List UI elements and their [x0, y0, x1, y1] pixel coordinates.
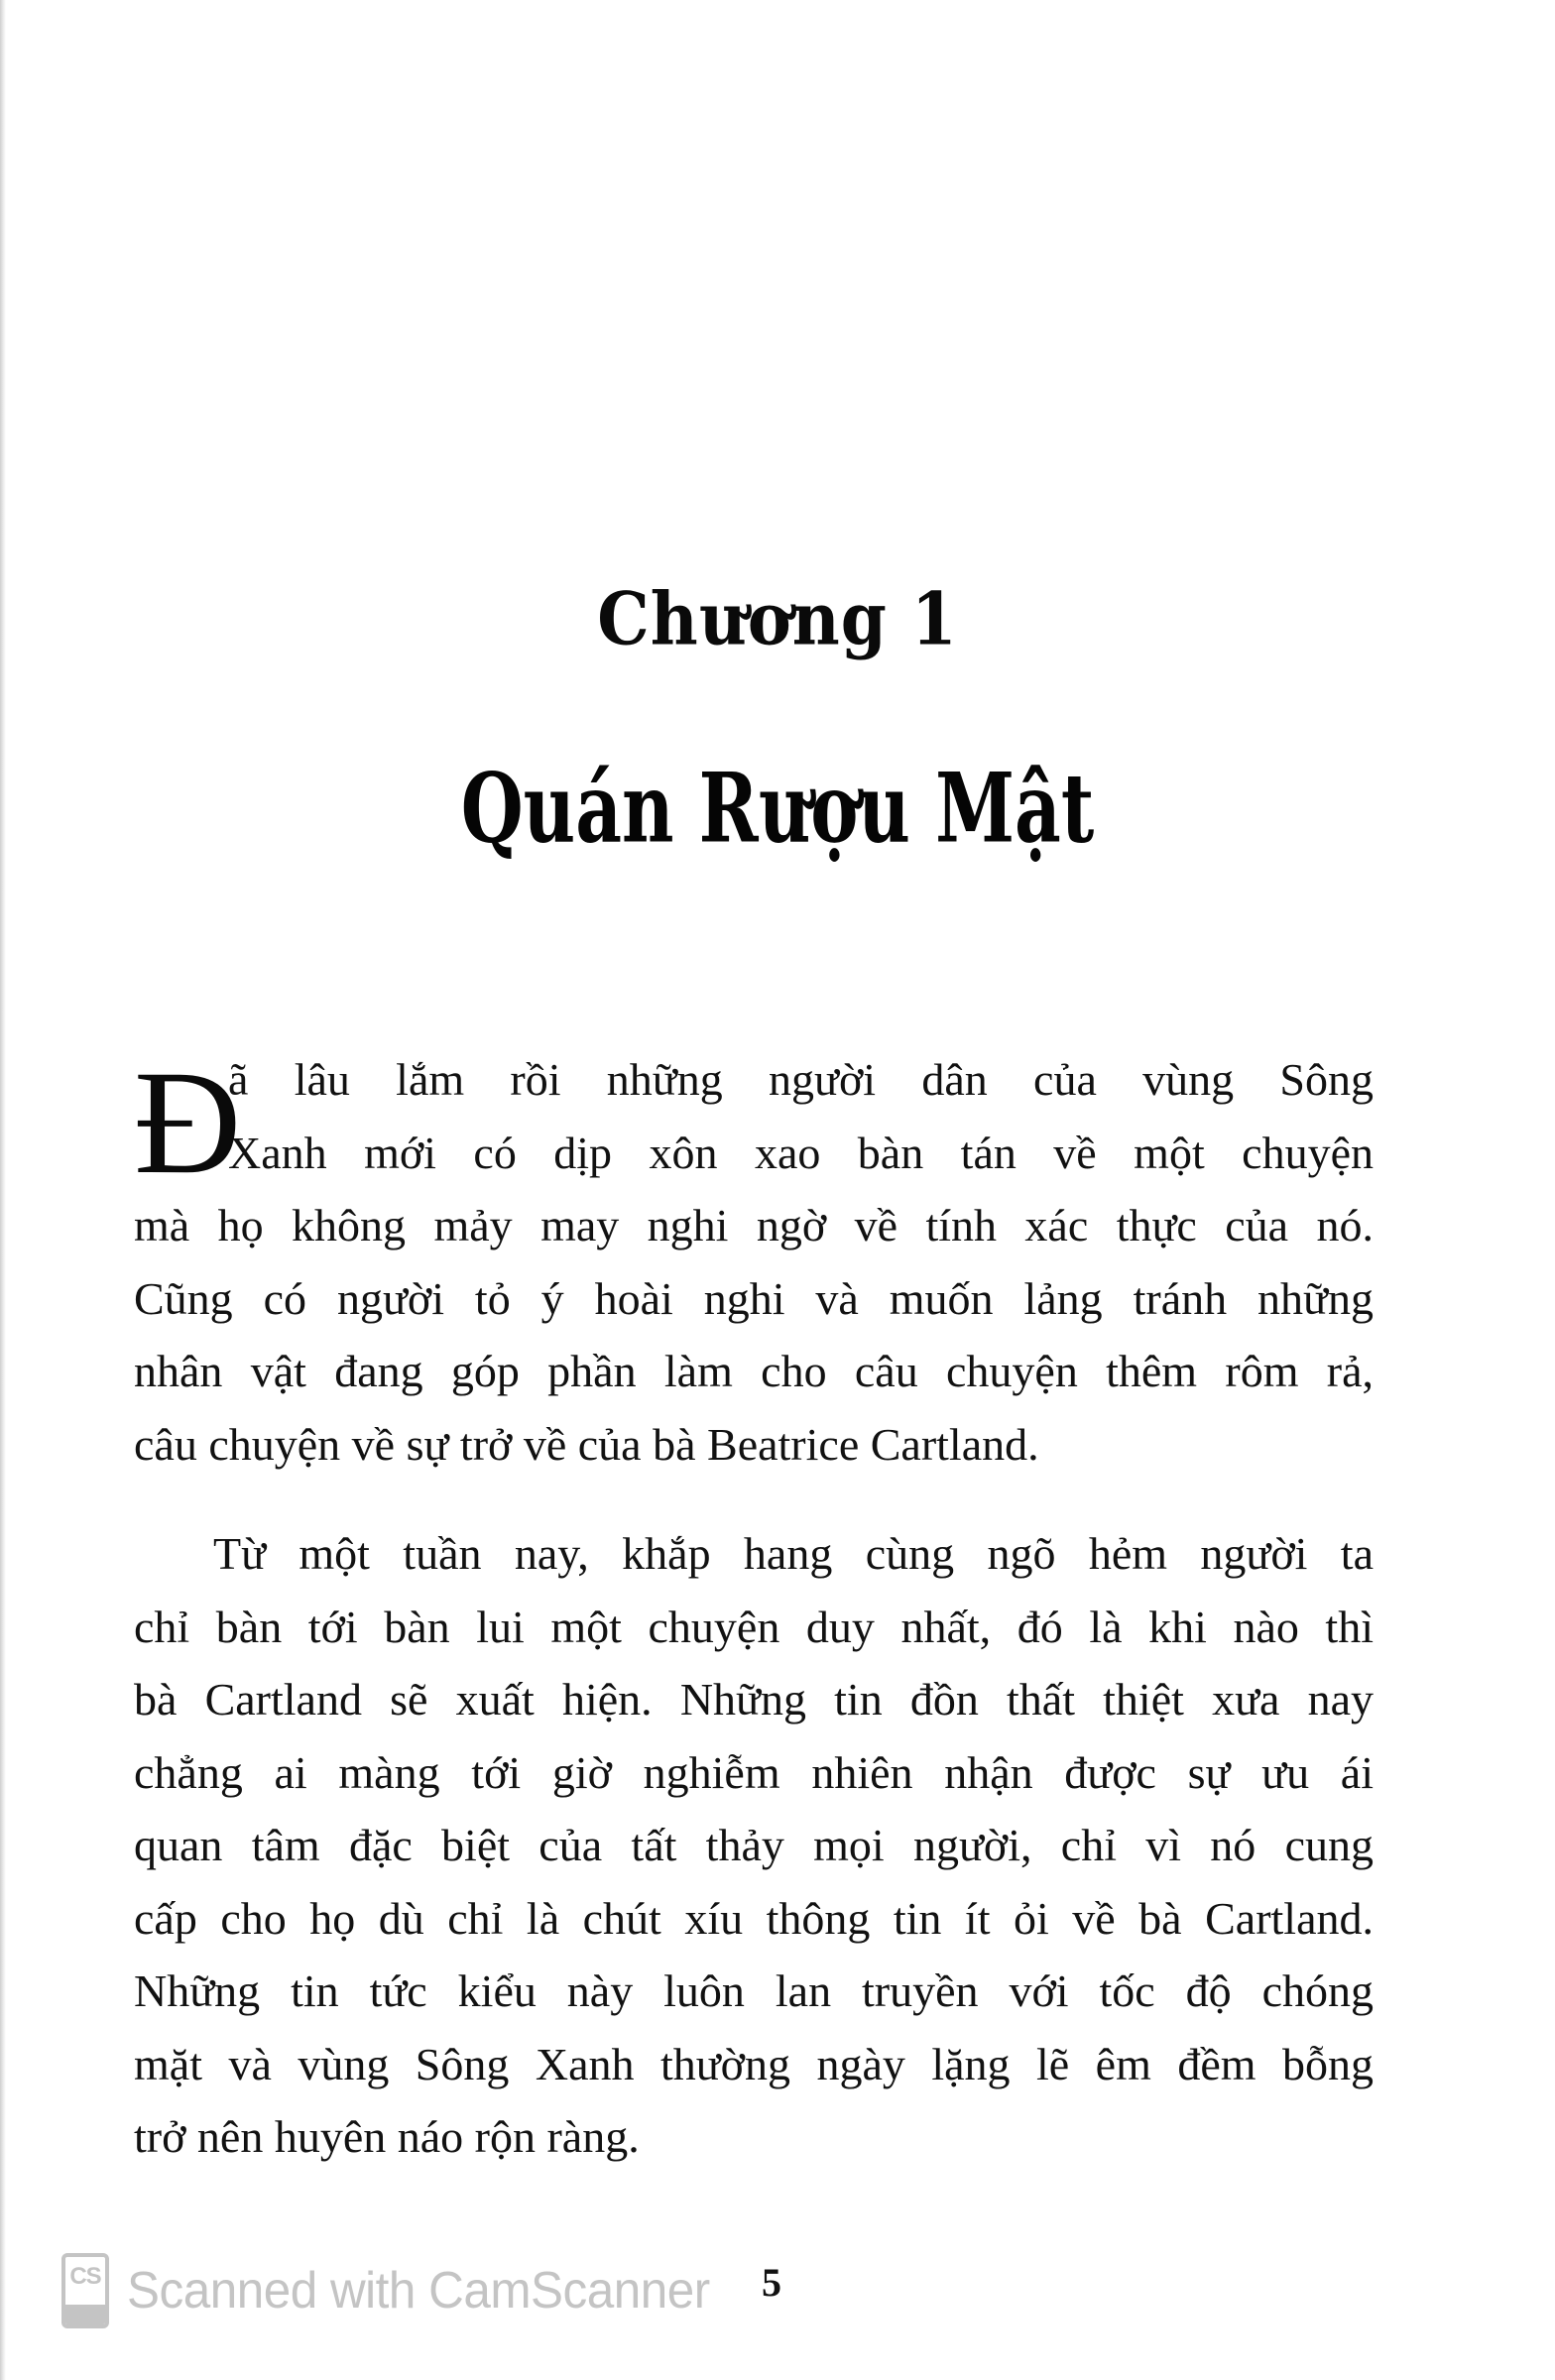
watermark-text: Scanned with CamScanner: [127, 2262, 710, 2320]
paragraph-2: [134, 1517, 1374, 2174]
text-line: Cũng có người tỏ ý hoài nghi và muốn lảng tránh những: [134, 1272, 1374, 1324]
text-line: Xanh mới có dịp xôn xao bàn tán về một chuyện: [228, 1127, 1374, 1178]
text-line: trở nên huyên náo rộn ràng.: [134, 2111, 640, 2162]
text-line: ã lâu lắm rồi những người dân của vùng Sông: [228, 1054, 1374, 1105]
camscanner-watermark: [61, 2253, 741, 2328]
text-line: quan tâm đặc biệt của tất thảy mọi người, chỉ vì nó cung: [134, 1820, 1374, 1870]
text-line: câu chuyện về sự trở về của bà Beatrice Cartland.: [134, 1418, 1039, 1470]
drop-cap: Đ: [134, 1040, 242, 1205]
text-line: mà họ không mảy may nghi ngờ về tính xác thực của nó.: [134, 1200, 1374, 1250]
text-line: chẳng ai màng tới giờ nghiễm nhiên nhận được sự ưu ái: [134, 1746, 1374, 1798]
chapter-title: Quán Rượu Mật: [460, 751, 1095, 865]
camscanner-logo-icon: CS: [61, 2253, 109, 2328]
scan-edge-shadow: [0, 0, 6, 2380]
text-line: bà Cartland sẽ xuất hiện. Những tin đồn thất thiệt xưa nay: [134, 1674, 1374, 1725]
text-line: Từ một tuần nay, khắp hang cùng ngõ hẻm người ta: [213, 1528, 1374, 1579]
page-number: 5: [762, 2260, 781, 2305]
text-line: nhân vật đang góp phần làm cho câu chuyện thêm rôm rả,: [134, 1346, 1374, 1396]
chapter-label: Chương 1: [597, 576, 958, 661]
text-line: Những tin tức kiểu này luôn lan truyền với tốc độ chóng: [134, 1965, 1374, 2016]
text-line: mặt và vùng Sông Xanh thường ngày lặng lẽ êm đềm bỗng: [134, 2038, 1374, 2089]
text-line: chỉ bàn tới bàn lui một chuyện duy nhất, đó là khi nào thì: [134, 1601, 1374, 1652]
text-line: cấp cho họ dù chỉ là chút xíu thông tin ít ỏi về bà Cartland.: [134, 1892, 1374, 1944]
paragraph-1: [134, 1040, 1374, 1481]
